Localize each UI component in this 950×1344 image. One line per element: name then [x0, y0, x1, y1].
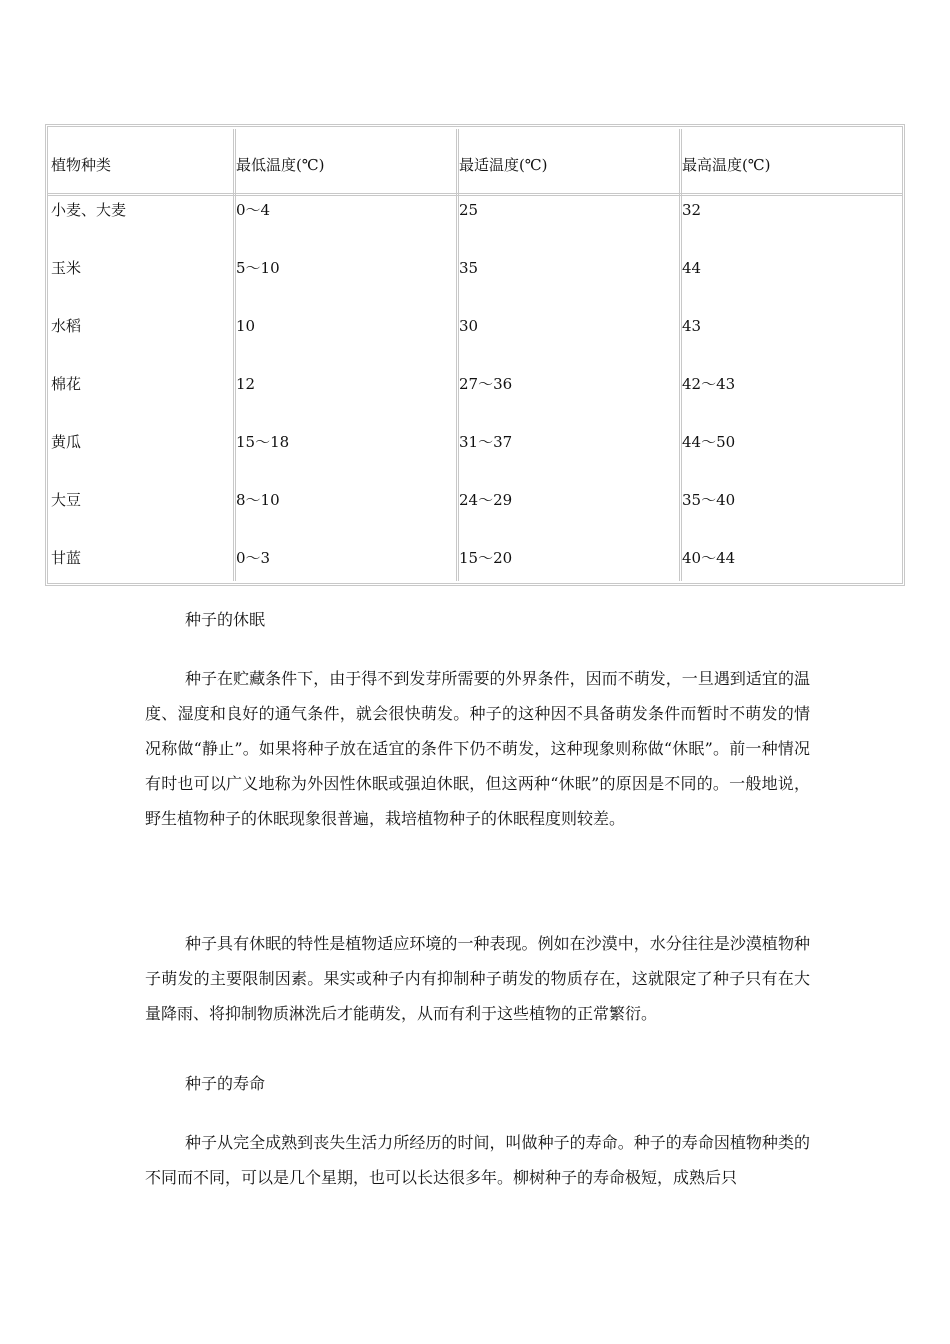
cell-optimal: 25 — [459, 201, 479, 219]
cell-optimal: 24～29 — [459, 491, 513, 509]
cell-plant: 黄瓜 — [51, 433, 82, 451]
cell-max: 44 — [682, 259, 702, 277]
header-min-temp: 最低温度(℃) — [236, 156, 325, 174]
cell-max: 35～40 — [682, 491, 736, 509]
cell-optimal: 30 — [459, 317, 479, 335]
cell-max: 32 — [682, 201, 702, 219]
cell-plant: 水稻 — [51, 317, 82, 335]
cell-optimal: 27～36 — [459, 375, 513, 393]
cell-max: 44～50 — [682, 433, 736, 451]
cell-plant: 棉花 — [51, 375, 82, 393]
header-optimal-temp: 最适温度(℃) — [459, 156, 548, 174]
header-plant-type: 植物种类 — [51, 156, 112, 174]
cell-plant: 甘蓝 — [51, 549, 82, 567]
cell-plant: 大豆 — [51, 491, 82, 509]
temperature-table — [45, 124, 905, 586]
cell-optimal: 15～20 — [459, 549, 513, 567]
cell-min: 15～18 — [236, 433, 290, 451]
column-divider — [456, 129, 459, 581]
table-header-row — [48, 127, 902, 196]
dormancy-heading: 种子的休眠 — [185, 610, 266, 629]
column-divider — [233, 129, 236, 581]
cell-plant: 玉米 — [51, 259, 82, 277]
cell-min: 12 — [236, 375, 256, 393]
cell-max: 40～44 — [682, 549, 736, 567]
header-max-temp: 最高温度(℃) — [682, 156, 771, 174]
cell-min: 5～10 — [236, 259, 280, 277]
cell-optimal: 35 — [459, 259, 479, 277]
cell-min: 8～10 — [236, 491, 280, 509]
dormancy-paragraph-1: 种子在贮藏条件下，由于得不到发芽所需要的外界条件，因而不萌发，一旦遇到适宜的温度、湿度和良好的通气条件，就会很快萌发。种子的这种因不具备萌发条件而暂时不萌发的情况称做“静止”。如果将种子放在适宜的条件下仍不萌发，这种现象则称做“休眠”。前一种情况有时也可以广义地称为外因性休眠或强迫休眠，但这两种“休眠”的原因是不同的。一般地说，野生植物种子的休眠现象很普遍，栽培植物种子的休眠程度则较差。 — [145, 669, 810, 828]
dormancy-paragraph-2: 种子具有休眠的特性是植物适应环境的一种表现。例如在沙漠中，水分往往是沙漠植物种子萌发的主要限制因素。果实或种子内有抑制种子萌发的物质存在，这就限定了种子只有在大量降雨、将抑制物质淋洗后才能萌发，从而有利于这些植物的正常繁衍。 — [145, 934, 810, 1023]
lifespan-paragraph-1: 种子从完全成熟到丧失生活力所经历的时间，叫做种子的寿命。种子的寿命因植物种类的不同而不同，可以是几个星期，也可以长达很多年。柳树种子的寿命极短，成熟后只 — [145, 1133, 810, 1187]
cell-optimal: 31～37 — [459, 433, 513, 451]
cell-max: 42～43 — [682, 375, 736, 393]
cell-min: 0～3 — [236, 549, 271, 567]
cell-min: 0～4 — [236, 201, 271, 219]
lifespan-heading: 种子的寿命 — [185, 1074, 266, 1093]
cell-max: 43 — [682, 317, 702, 335]
column-divider — [679, 129, 682, 581]
cell-plant: 小麦、大麦 — [51, 201, 127, 219]
cell-min: 10 — [236, 317, 256, 335]
